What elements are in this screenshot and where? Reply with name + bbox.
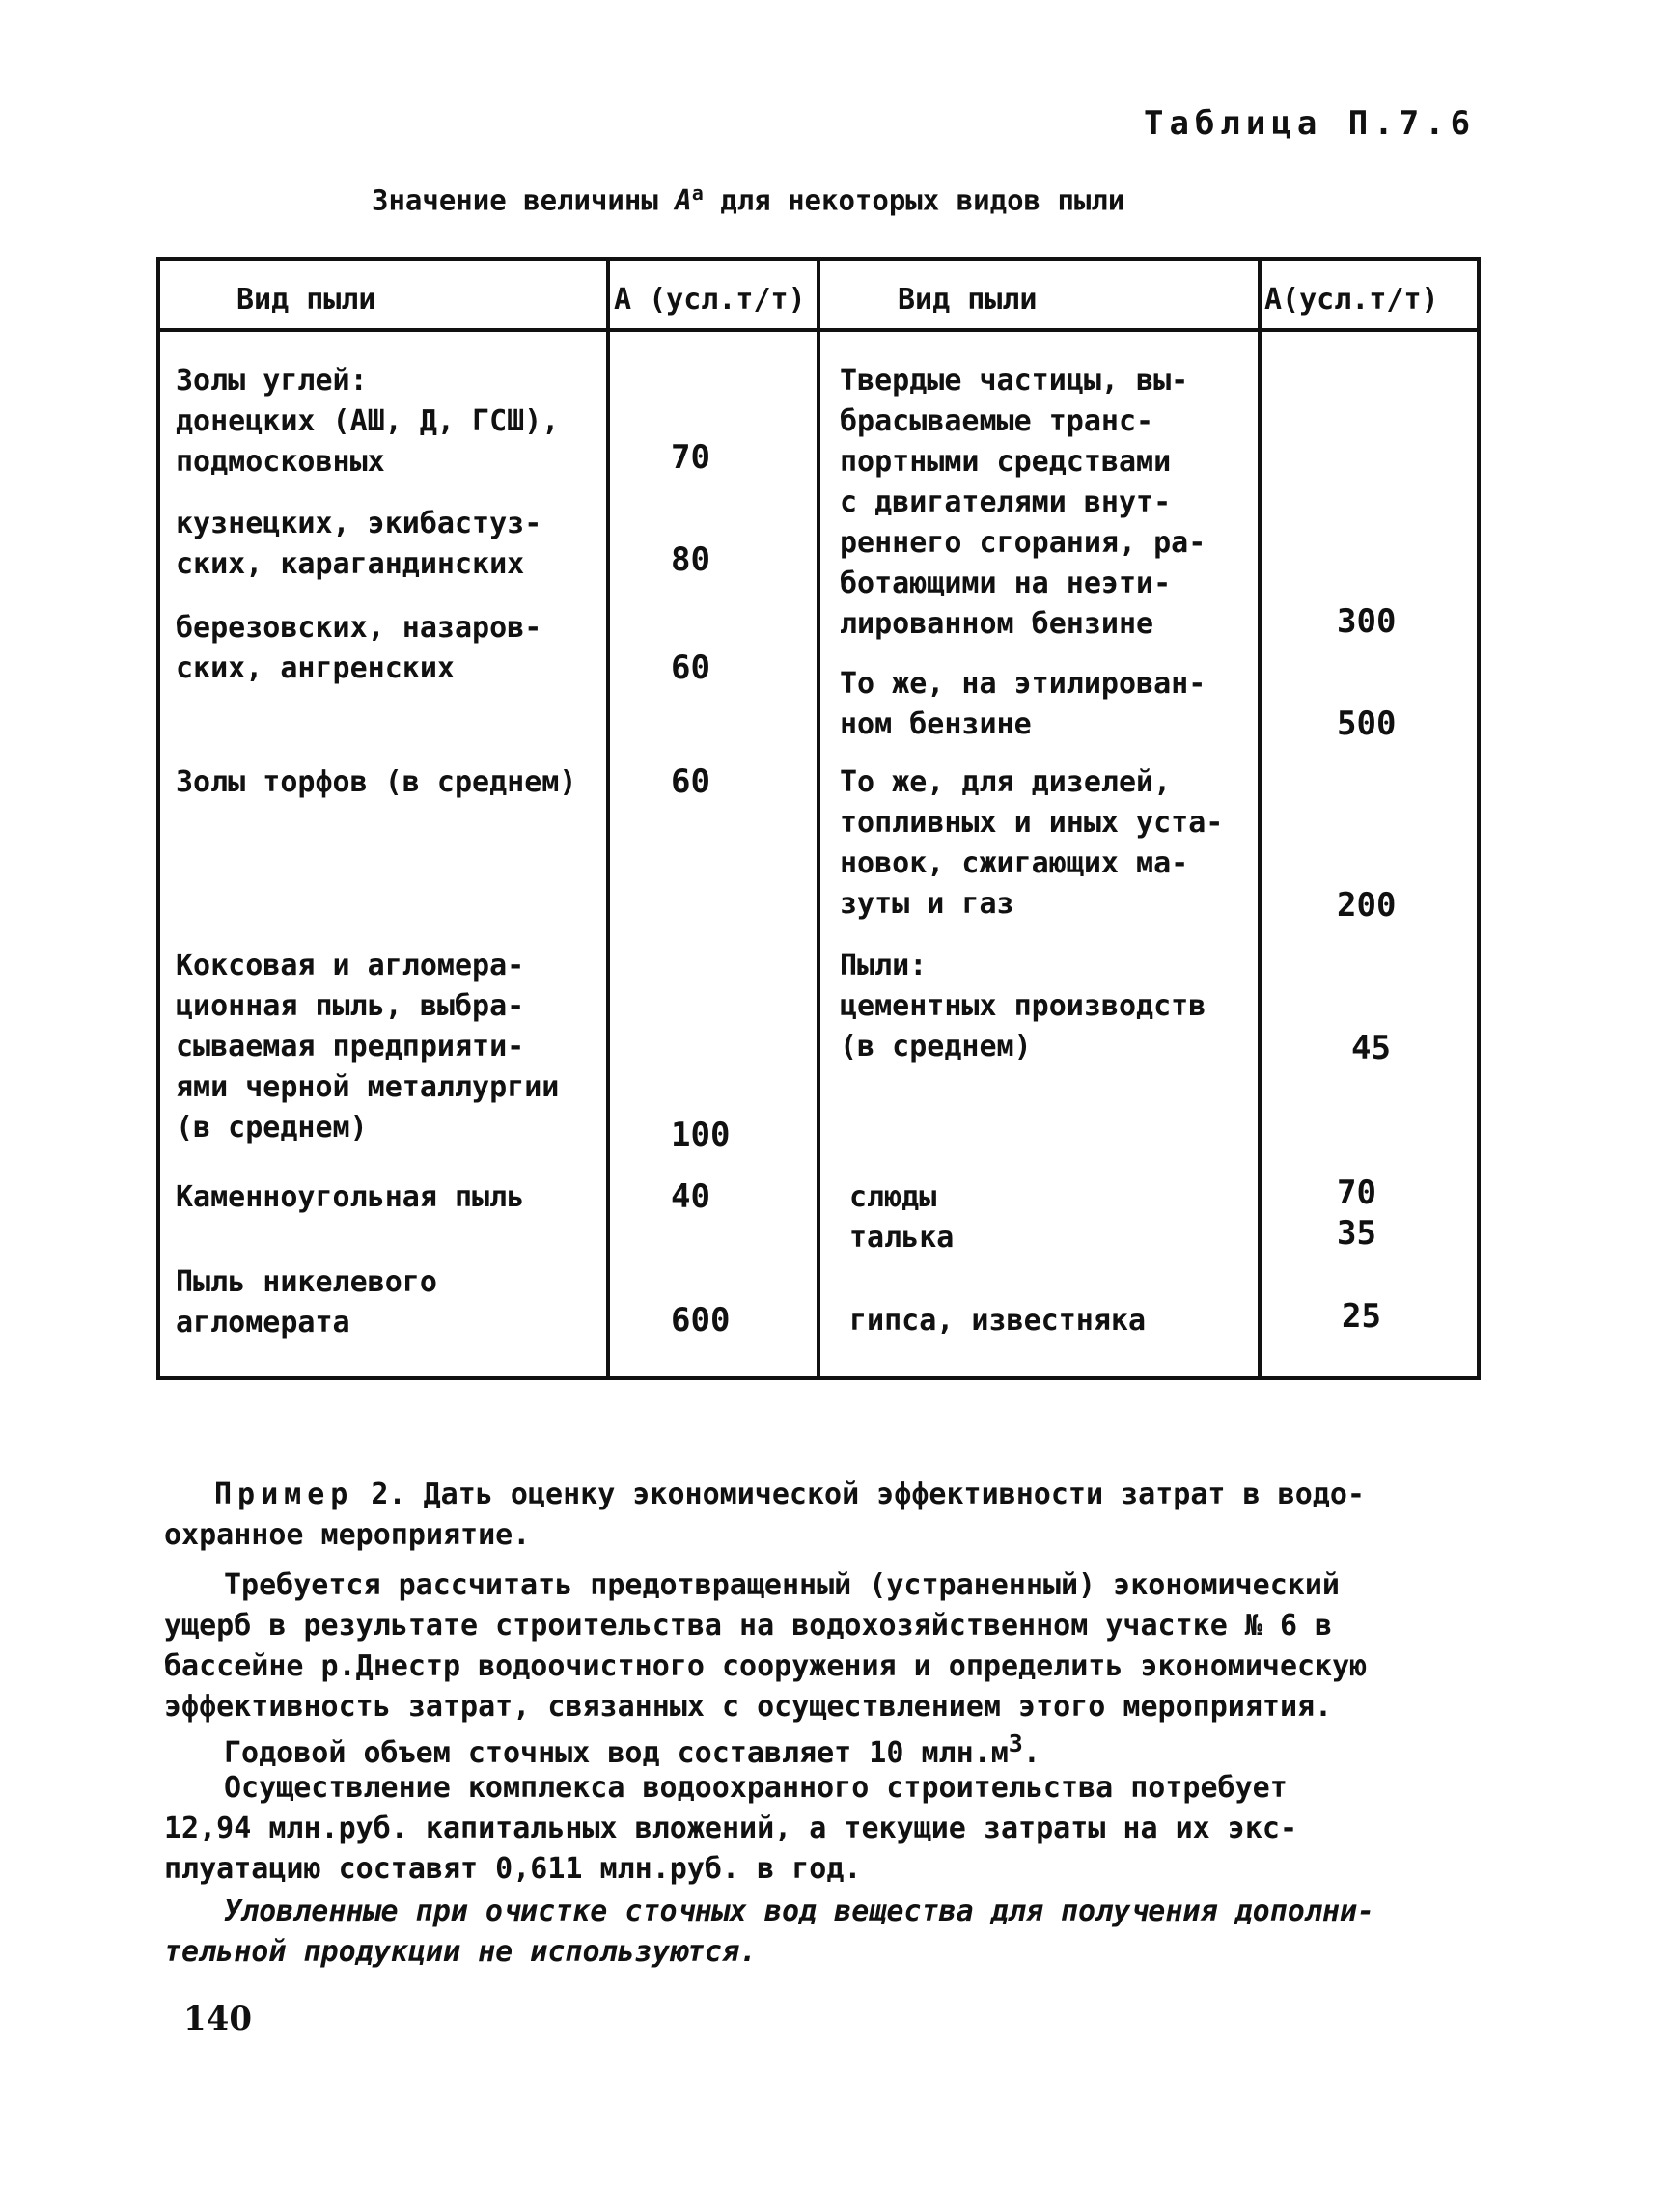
table-divider-2: [817, 257, 820, 1380]
header-col2: A (усл.т/т): [614, 283, 806, 317]
right-value-2: 500: [1337, 705, 1397, 743]
right-row-3: То же, для дизелей, топливных и иных уста- новок, сжигающих ма- зуты и газ: [840, 765, 1224, 921]
right-value-7: 25: [1342, 1297, 1381, 1336]
right-row-7: гипса, известняка: [849, 1304, 1147, 1338]
left-value-7: 600: [671, 1301, 731, 1340]
caption-sup: a: [691, 181, 704, 205]
right-value-5: 70: [1337, 1174, 1376, 1212]
left-value-4: 60: [671, 762, 710, 801]
example-heading: Пример 2. Дать оценку экономической эффективности затрат в водо-: [214, 1478, 1365, 1511]
right-value-3: 200: [1337, 886, 1397, 925]
left-row-2: кузнецких, экибастуз- ских, карагандинских: [176, 507, 542, 581]
caption-var: A: [675, 183, 692, 217]
table-label: Таблица П.7.6: [1144, 104, 1477, 143]
paragraph-requirement: Требуется рассчитать предотвращенный (устраненный) экономический ущерб в результате строительства на водохозяйственном участке № 6 в бассейне р.Днестр водоочистного сооружения и определить экономическую эффективность затрат, связанных с осуществлением этого мероприятия.: [164, 1568, 1368, 1724]
paragraph-volume: Годовой объем сточных вод составляет 10 $млн.м^3$.: [224, 1729, 1040, 1770]
left-value-6: 40: [671, 1177, 710, 1216]
right-value-6: 35: [1337, 1214, 1376, 1253]
left-row-4: Золы торфов (в среднем): [176, 765, 577, 799]
right-row-2: То же, на этилирован- ном бензине: [840, 667, 1206, 741]
left-value-1: 70: [671, 438, 710, 477]
right-row-6: талька: [849, 1221, 955, 1255]
left-row-7: Пыль никелевого агломерата: [176, 1265, 437, 1340]
left-value-2: 80: [671, 540, 710, 579]
example-heading-cont: охранное мероприятие.: [164, 1518, 531, 1552]
left-row-6: Каменноугольная пыль: [176, 1180, 525, 1214]
header-col1: Вид пыли: [236, 283, 376, 317]
page-number: 140: [183, 2000, 252, 2038]
right-row-4: Пыли: цементных производств (в среднем): [840, 949, 1206, 1064]
paragraph-costs: Осуществление комплекса водоохранного строительства потребует 12,94 млн.руб. капитальных вложений, а текущие затраты на их экс- плуатацию составят 0,611 млн.руб. в год.: [164, 1771, 1297, 1886]
left-row-1: Золы углей: донецких (АШ, Д, ГСШ), подмосковных: [176, 364, 560, 479]
table-divider-1: [606, 257, 610, 1380]
left-value-3: 60: [671, 649, 710, 687]
header-col3: Вид пыли: [898, 283, 1038, 317]
caption-text: Значение величины: [372, 183, 676, 217]
caption-text-end: для некоторых видов пыли: [703, 183, 1125, 217]
right-row-1: Твердые частицы, вы- брасываемые транс- портными средствами с двигателями внут- реннего сгорания, ра- ботающими на неэти- лированном бензине: [840, 364, 1206, 641]
left-row-5: Коксовая и агломера- ционная пыль, выбра- сываемая предприяти- ями черной металлургии (в среднем): [176, 949, 560, 1145]
paragraph-byproducts: Уловленные при очистке сточных вод вещества для получения дополни- тельной продукции не используются.: [164, 1894, 1375, 1969]
left-value-5: 100: [671, 1116, 731, 1154]
right-value-4: 45: [1351, 1029, 1391, 1067]
right-value-1: 300: [1337, 602, 1397, 641]
table-divider-3: [1258, 257, 1262, 1380]
table-caption: [372, 181, 1124, 217]
header-col4: A(усл.т/т): [1264, 283, 1439, 317]
left-row-3: березовских, назаров- ских, ангренских: [176, 611, 542, 685]
right-row-5: слюды: [849, 1180, 937, 1214]
